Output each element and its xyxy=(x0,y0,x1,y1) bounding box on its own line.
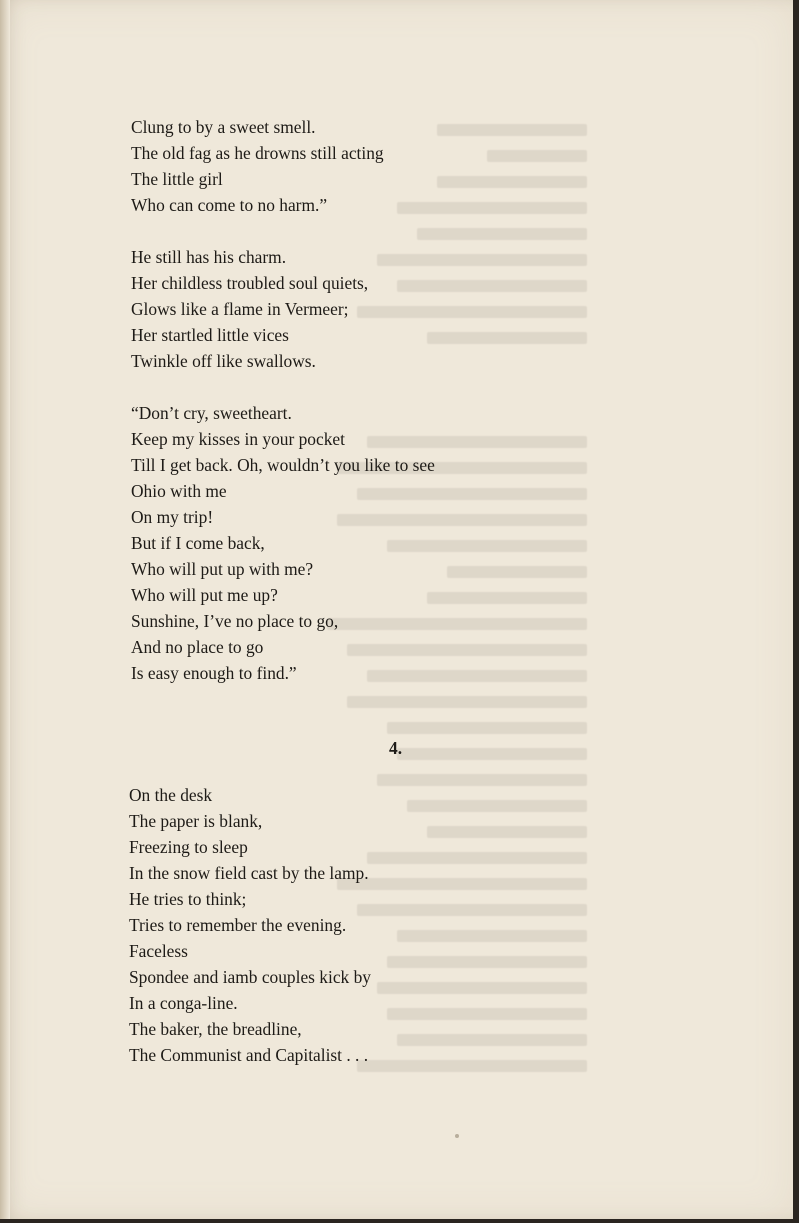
poem-line: And no place to go xyxy=(131,637,264,657)
poem-line: Glows like a flame in Vermeer; xyxy=(131,299,349,319)
poem-line: “Don’t cry, sweetheart. xyxy=(131,403,292,423)
stanza xyxy=(131,244,435,374)
poem-line: Till I get back. Oh, wouldn’t you like to see xyxy=(131,455,435,475)
poem-line: Is easy enough to find.” xyxy=(131,663,297,683)
poem-line: But if I come back, xyxy=(131,533,265,553)
stanza xyxy=(131,400,435,686)
poem-line: The Communist and Capitalist . . . xyxy=(129,1045,369,1065)
poem-line: Spondee and iamb couples kick by xyxy=(129,967,371,987)
poem-line: The little girl xyxy=(131,169,223,189)
poem-continuation xyxy=(131,114,435,686)
section-number: 4. xyxy=(389,738,403,758)
poem-line: Tries to remember the evening. xyxy=(129,915,347,935)
poem-line: Who can come to no harm.” xyxy=(131,195,328,215)
poem-line: Who will put up with me? xyxy=(131,559,314,579)
poem-line: The old fag as he drowns still acting xyxy=(131,143,384,163)
poem-line: In a conga-line. xyxy=(129,993,238,1013)
poem-line: Twinkle off like swallows. xyxy=(131,351,316,371)
poem-line: In the snow field cast by the lamp. xyxy=(129,863,369,883)
poem-line: Who will put me up? xyxy=(131,585,278,605)
poem-line: Her startled little vices xyxy=(131,325,289,345)
poem-line: Clung to by a sweet smell. xyxy=(131,117,316,137)
poem-section-4 xyxy=(129,782,371,1068)
poem-line: He still has his charm. xyxy=(131,247,287,267)
poem-line: Freezing to sleep xyxy=(129,837,248,857)
poem-line: Faceless xyxy=(129,941,188,961)
poem-line: Keep my kisses in your pocket xyxy=(131,429,345,449)
paper-speck xyxy=(455,1134,459,1138)
poem-line: The baker, the breadline, xyxy=(129,1019,302,1039)
poem-line: Ohio with me xyxy=(131,481,227,501)
poem-line: Her childless troubled soul quiets, xyxy=(131,273,369,293)
poem-line: The paper is blank, xyxy=(129,811,263,831)
poem-line: On the desk xyxy=(129,785,213,805)
page-spine-shadow xyxy=(0,0,10,1219)
stanza xyxy=(131,114,435,218)
poem-line: Sunshine, I’ve no place to go, xyxy=(131,611,339,631)
poem-line: On my trip! xyxy=(131,507,214,527)
poem-line: He tries to think; xyxy=(129,889,247,909)
